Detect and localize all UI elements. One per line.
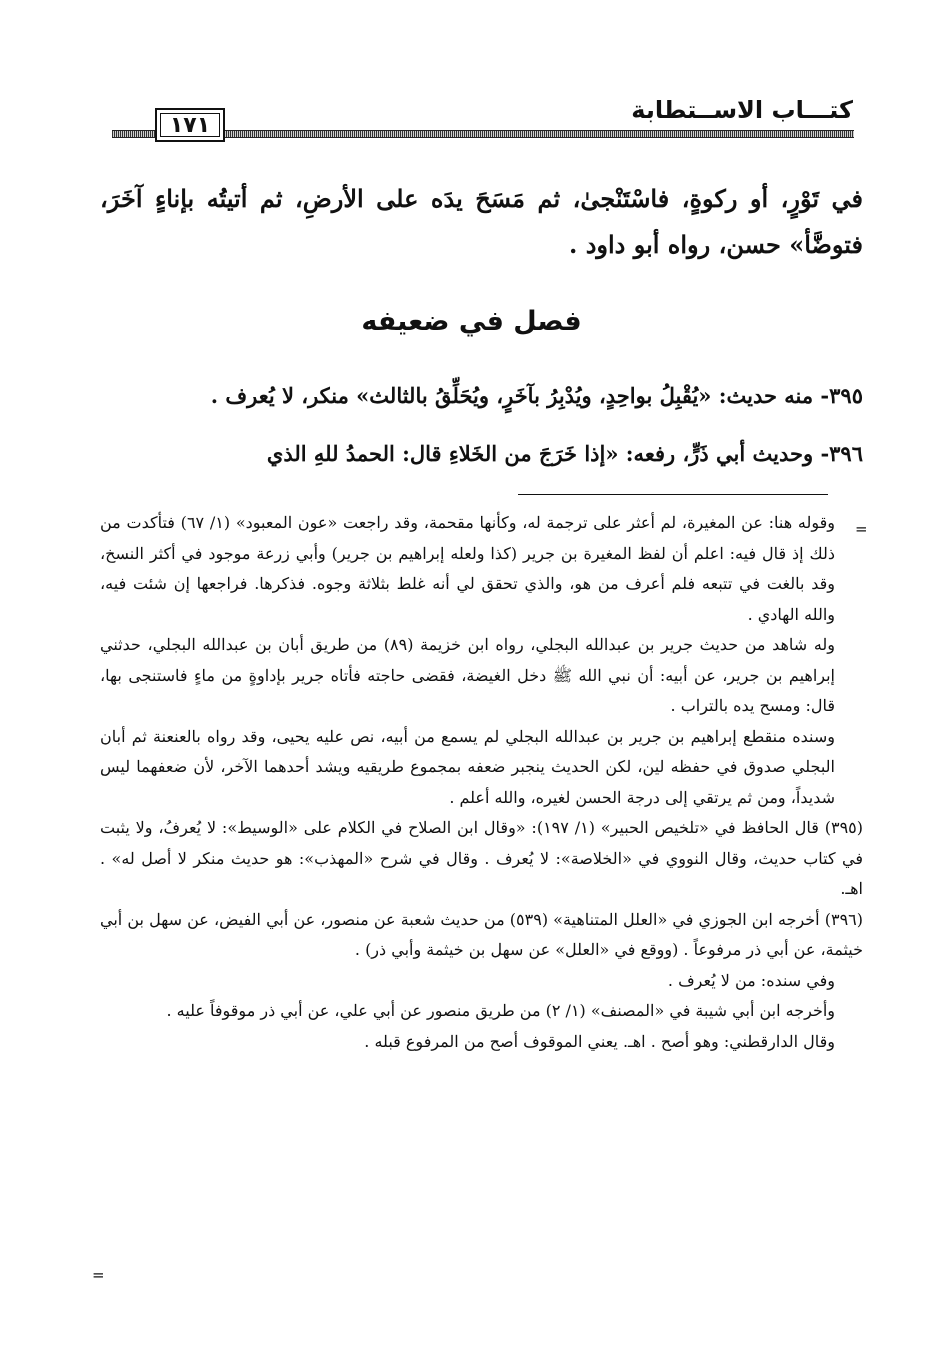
footnote-paragraph: وأخرجه ابن أبي شيبة في «المصنف» (١/ ٢) من طريق منصور عن أبي علي، عن أبي ذر موقوفاً عليه . [166, 1001, 835, 1020]
footnote-separator [518, 494, 828, 495]
footnote-396: (٣٩٦) أخرجه ابن الجوزي في «العلل المتناهية» (٥٣٩) من حديث شعبة عن منصور، عن أبي الفيض، عن سهل بن أبي خيثمة، عن أبي ذر مرفوعاً . (ووقع في «العلل» عن سهل بن خيثمة وأبي ذر) . [100, 909, 864, 959]
section-heading: فصل في ضعيفه [361, 306, 582, 337]
continuation-mark-top: = [855, 520, 868, 538]
footnote-paragraph: وسنده منقطع إبراهيم بن جرير بن عبدالله البجلي لم يسمع من أبيه، نص عليه يحيى، وقد رواه بالعنعنة ثم أبان البجلي صدوق في حفظه لين، لكن الحديث ينجبر ضعفه بمجموع طريقيه ويشد أحدهما الآخر، لأن ضعفهما ليس شديداً، ومن ثم يرتقي إلى درجة الحسن لغيره، والله أعلم . [100, 726, 835, 807]
page-number: ١٧١ [155, 108, 225, 142]
footnote-paragraph: وقال الدارقطني: وهو أصح . اهـ. يعني الموقوف أصح من المرفوع قبله . [364, 1031, 835, 1051]
footnote-395: (٣٩٥) قال الحافظ في «تلخيص الحبير» (١/ ١٩٧): «وقال ابن الصلاح في الكلام على «الوسيط»: لا يُعرفُ، ولا يثبت في كتاب حديث، وقال النووي في «الخلاصة»: لا يُعرف . وقال في شرح «المهذب»: هو حديث منكر لا أصل له» . اهـ. [100, 818, 863, 898]
hadith-396: ٣٩٦- وحديث أبي ذَرٍّ، رفعه: «إذا خَرَجَ من الخَلاءِ قال: الحمدُ للهِ الذي [266, 441, 863, 466]
continuation-mark-bottom: = [92, 1266, 105, 1284]
hadith-395: ٣٩٥- منه حديث: «يُقْبِلُ بواحِدٍ، ويُدْبِرُ بآخَرٍ، ويُحَلِّقُ بالثالث» منكر، لا يُعرف . [210, 383, 863, 408]
continuation-paragraph: في تَوْرٍ، أو ركوةٍ، فاسْتَنْجىٰ، ثم مَسَحَ يدَه على الأرضِ، ثم أتيتُه بإناءٍ آخَرَ، فتوضَّأ» حسن، رواه أبو داود . [100, 184, 863, 259]
footnotes [100, 508, 863, 1057]
footnote-paragraph: وفي سنده: من لا يُعرف . [667, 970, 835, 990]
main-text [100, 176, 863, 268]
running-title: كتـــاب الاســتطابة [631, 96, 853, 124]
footnote-paragraph: وقوله هنا: عن المغيرة، لم أعثر على ترجمة له، وكأنها مقحمة، وقد راجعت «عون المعبود» (١/ ٦٧) فتأكدت من ذلك إذ قال فيه: اعلم أن لفظ المغيرة بن جرير (كذا ولعله إبراهيم بن جرير) وأبي زرعة موجود في أكثر النسخ، وقد بالغت في تتبعه فلم أعرف من هو، والذي تحقق لي أنه غلط بثلاثة وجوه. فذكرها. فراجعها إن شئت فيه، والله الهادي . [100, 513, 836, 624]
footnote-paragraph: وله شاهد من حديث جرير بن عبدالله البجلي، رواه ابن خزيمة (٨٩) من طريق أبان بن عبدالله البجلي، حدثني إبراهيم بن جرير، عن أبيه: أن نبي الله ﷺ دخل الغيضة، فقضى حاجته فأتاه جرير بإداوةٍ من ماءٍ فاستنجى بها، قال: ومسح يده بالتراب . [100, 635, 836, 715]
